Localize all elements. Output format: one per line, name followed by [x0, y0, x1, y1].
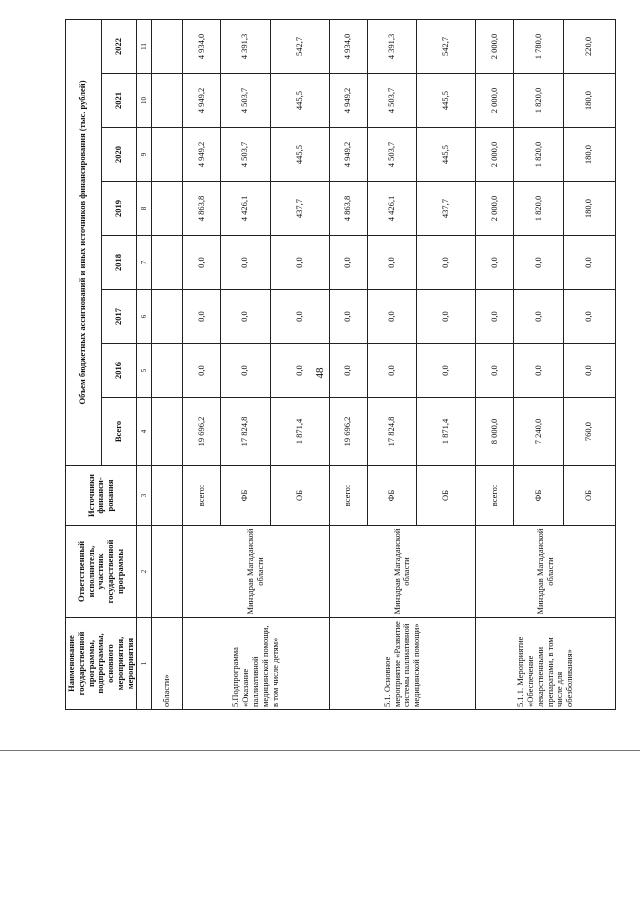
year-value: 4 949,2: [183, 128, 221, 182]
empty-cell: [152, 344, 183, 398]
year-value: 0,0: [183, 290, 221, 344]
header-year: 2017: [101, 290, 137, 344]
header-sources: Источники финанси-рования: [66, 466, 137, 526]
column-index: 11: [137, 19, 152, 73]
total-value: 1 871,4: [270, 398, 329, 466]
total-value: 7 240,0: [514, 398, 564, 466]
year-value: 4 426,1: [220, 182, 270, 236]
year-value: 0,0: [417, 290, 476, 344]
year-value: 1 780,0: [514, 19, 564, 73]
header-year: 2021: [101, 74, 137, 128]
year-value: 4 863,8: [329, 182, 367, 236]
empty-cell: [152, 398, 183, 466]
rotated-table-container: [65, 20, 594, 710]
header-budget-group: Объем бюджетных ассигнований и иных источников финансирования (тыс. рублей): [66, 19, 102, 465]
empty-cell: [152, 128, 183, 182]
column-index: 1: [137, 618, 152, 710]
scan-divider-line: [0, 750, 640, 751]
header-year: 2022: [101, 19, 137, 73]
column-index: 7: [137, 236, 152, 290]
year-value: 542,7: [417, 19, 476, 73]
year-value: 0,0: [417, 344, 476, 398]
program-name: 5.Подпрограмма «Оказание паллиативной медицинской помощи, в том числе детям»: [183, 618, 330, 710]
year-value: 0,0: [514, 236, 564, 290]
header-year: 2018: [101, 236, 137, 290]
year-value: 0,0: [329, 344, 367, 398]
year-value: 0,0: [329, 290, 367, 344]
year-value: 0,0: [476, 344, 514, 398]
total-value: 19 696,2: [329, 398, 367, 466]
year-value: 4 949,2: [183, 74, 221, 128]
year-value: 4 391,3: [367, 19, 417, 73]
year-value: 0,0: [367, 290, 417, 344]
column-index: 4: [137, 398, 152, 466]
year-value: 445,5: [270, 74, 329, 128]
year-value: 4 503,7: [220, 128, 270, 182]
funding-source: ФБ: [220, 466, 270, 526]
program-name: 5.1.1. Мероприятие «Обеспечение лекарственными препаратами, в том числе для обезболивания»: [476, 618, 616, 710]
funding-source: всего:: [329, 466, 367, 526]
column-index: 8: [137, 182, 152, 236]
year-value: 0,0: [476, 290, 514, 344]
page-number: 48: [314, 367, 326, 379]
empty-cell: [152, 290, 183, 344]
year-value: 4 426,1: [367, 182, 417, 236]
empty-cell: [152, 182, 183, 236]
header-year: 2019: [101, 182, 137, 236]
responsible-executor: Минздрав Магаданской области: [329, 526, 476, 618]
total-value: 760,0: [563, 398, 615, 466]
carry-over-name: области»: [152, 618, 183, 710]
funding-source: ФБ: [514, 466, 564, 526]
header-year: 2020: [101, 128, 137, 182]
table-row: [329, 19, 367, 709]
year-value: 0,0: [367, 236, 417, 290]
carry-over-row: [152, 19, 183, 709]
year-value: 0,0: [270, 344, 329, 398]
year-value: 2 000,0: [476, 19, 514, 73]
year-value: 4 391,3: [220, 19, 270, 73]
year-value: 445,5: [270, 128, 329, 182]
funding-source: ФБ: [367, 466, 417, 526]
year-value: 445,5: [417, 128, 476, 182]
header-name: Наименование государственной программы, подпрограммы, основного мероприятия, мероприятия: [66, 618, 137, 710]
year-value: 2 000,0: [476, 128, 514, 182]
year-value: 4 503,7: [220, 74, 270, 128]
funding-source: всего:: [476, 466, 514, 526]
year-value: 0,0: [417, 236, 476, 290]
table-row: [476, 19, 514, 709]
year-value: 2 000,0: [476, 74, 514, 128]
column-index-row: [137, 19, 152, 709]
program-name: 5.1. Основное мероприятие «Развитие системы паллиативной медицинской помощи»: [329, 618, 476, 710]
empty-cell: [152, 19, 183, 73]
column-index: 2: [137, 526, 152, 618]
year-value: 0,0: [220, 236, 270, 290]
header-year: 2016: [101, 344, 137, 398]
total-value: 19 696,2: [183, 398, 221, 466]
year-value: 2 000,0: [476, 182, 514, 236]
year-value: 0,0: [563, 344, 615, 398]
empty-cell: [152, 236, 183, 290]
funding-source: ОБ: [270, 466, 329, 526]
year-value: 0,0: [270, 236, 329, 290]
year-value: 180,0: [563, 182, 615, 236]
total-value: 17 824,8: [220, 398, 270, 466]
budget-table: [65, 19, 616, 710]
funding-source: ОБ: [563, 466, 615, 526]
year-value: 0,0: [514, 344, 564, 398]
year-value: 542,7: [270, 19, 329, 73]
year-value: 0,0: [563, 236, 615, 290]
year-value: 180,0: [563, 128, 615, 182]
total-value: 8 000,0: [476, 398, 514, 466]
year-value: 4 934,0: [183, 19, 221, 73]
column-index: 3: [137, 466, 152, 526]
year-value: 4 503,7: [367, 74, 417, 128]
funding-source: ОБ: [417, 466, 476, 526]
year-value: 0,0: [329, 236, 367, 290]
responsible-executor: Минздрав Магаданской области: [183, 526, 330, 618]
total-value: 1 871,4: [417, 398, 476, 466]
year-value: 0,0: [270, 290, 329, 344]
year-value: 0,0: [476, 236, 514, 290]
empty-cell: [152, 466, 183, 526]
funding-source: всего:: [183, 466, 221, 526]
year-value: 0,0: [220, 290, 270, 344]
year-value: 0,0: [183, 344, 221, 398]
responsible-executor: Минздрав Магаданской области: [476, 526, 616, 618]
header-total: Всего: [101, 398, 137, 466]
empty-cell: [152, 74, 183, 128]
column-index: 10: [137, 74, 152, 128]
column-index: 5: [137, 344, 152, 398]
column-index: 9: [137, 128, 152, 182]
year-value: 0,0: [220, 344, 270, 398]
year-value: 4 503,7: [367, 128, 417, 182]
year-value: 0,0: [183, 236, 221, 290]
year-value: 437,7: [417, 182, 476, 236]
year-value: 1 820,0: [514, 74, 564, 128]
header-responsible: Ответственный исполнитель, участник государственной программы: [66, 526, 137, 618]
column-index: 6: [137, 290, 152, 344]
year-value: 180,0: [563, 74, 615, 128]
year-value: 4 949,2: [329, 128, 367, 182]
empty-cell: [152, 526, 183, 618]
year-value: 0,0: [514, 290, 564, 344]
year-value: 445,5: [417, 74, 476, 128]
year-value: 4 934,0: [329, 19, 367, 73]
year-value: 1 820,0: [514, 182, 564, 236]
year-value: 437,7: [270, 182, 329, 236]
year-value: 1 820,0: [514, 128, 564, 182]
total-value: 17 824,8: [367, 398, 417, 466]
year-value: 4 863,8: [183, 182, 221, 236]
year-value: 4 949,2: [329, 74, 367, 128]
year-value: 220,0: [563, 19, 615, 73]
year-value: 0,0: [367, 344, 417, 398]
year-value: 0,0: [563, 290, 615, 344]
table-row: [183, 19, 221, 709]
